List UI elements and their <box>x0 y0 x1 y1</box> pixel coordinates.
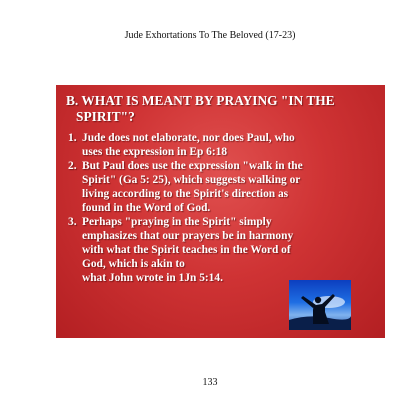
point-text-line: living according to the Spirit's direction as <box>82 188 289 200</box>
slide-heading-line-1: B. WHAT IS MEANT BY PRAYING "IN THE <box>66 93 335 108</box>
slide <box>56 85 385 338</box>
point-text-line: uses the expression in Ep 6:18 <box>82 146 228 158</box>
point-text-line: Perhaps "praying in the Spirit" simply <box>82 216 272 228</box>
points-list <box>68 131 374 285</box>
point-text-line: emphasizes that our prayers be in harmony <box>82 230 294 242</box>
point-text-line: Spirit" (Ga 5: 25), which suggests walking or <box>82 174 301 186</box>
point-number: 2. <box>68 160 77 172</box>
point-text-line: Jude does not elaborate, nor does Paul, who <box>82 132 295 144</box>
point-text-line: But Paul does use the expression "walk in the <box>82 160 303 172</box>
point-number: 1. <box>68 132 77 144</box>
slide-heading-line-2: SPIRIT"? <box>76 109 135 124</box>
page-number: 133 <box>202 377 218 388</box>
point-text-line: with what the Spirit teaches in the Word of <box>82 244 291 256</box>
person-praising-silhouette-icon <box>289 280 351 330</box>
point-number: 3. <box>68 216 77 228</box>
point-text-line: what John wrote in 1Jn 5:14. <box>82 272 223 284</box>
slide-heading <box>66 93 378 125</box>
silhouette-graphic <box>289 280 351 330</box>
list-item <box>68 159 374 215</box>
point-text-line: God, which is akin to <box>82 258 185 270</box>
list-item <box>68 215 374 285</box>
point-text-line: found in the Word of God. <box>82 202 211 214</box>
list-item <box>68 131 374 159</box>
page-header-title: Jude Exhortations To The Beloved (17-23) <box>124 30 296 41</box>
